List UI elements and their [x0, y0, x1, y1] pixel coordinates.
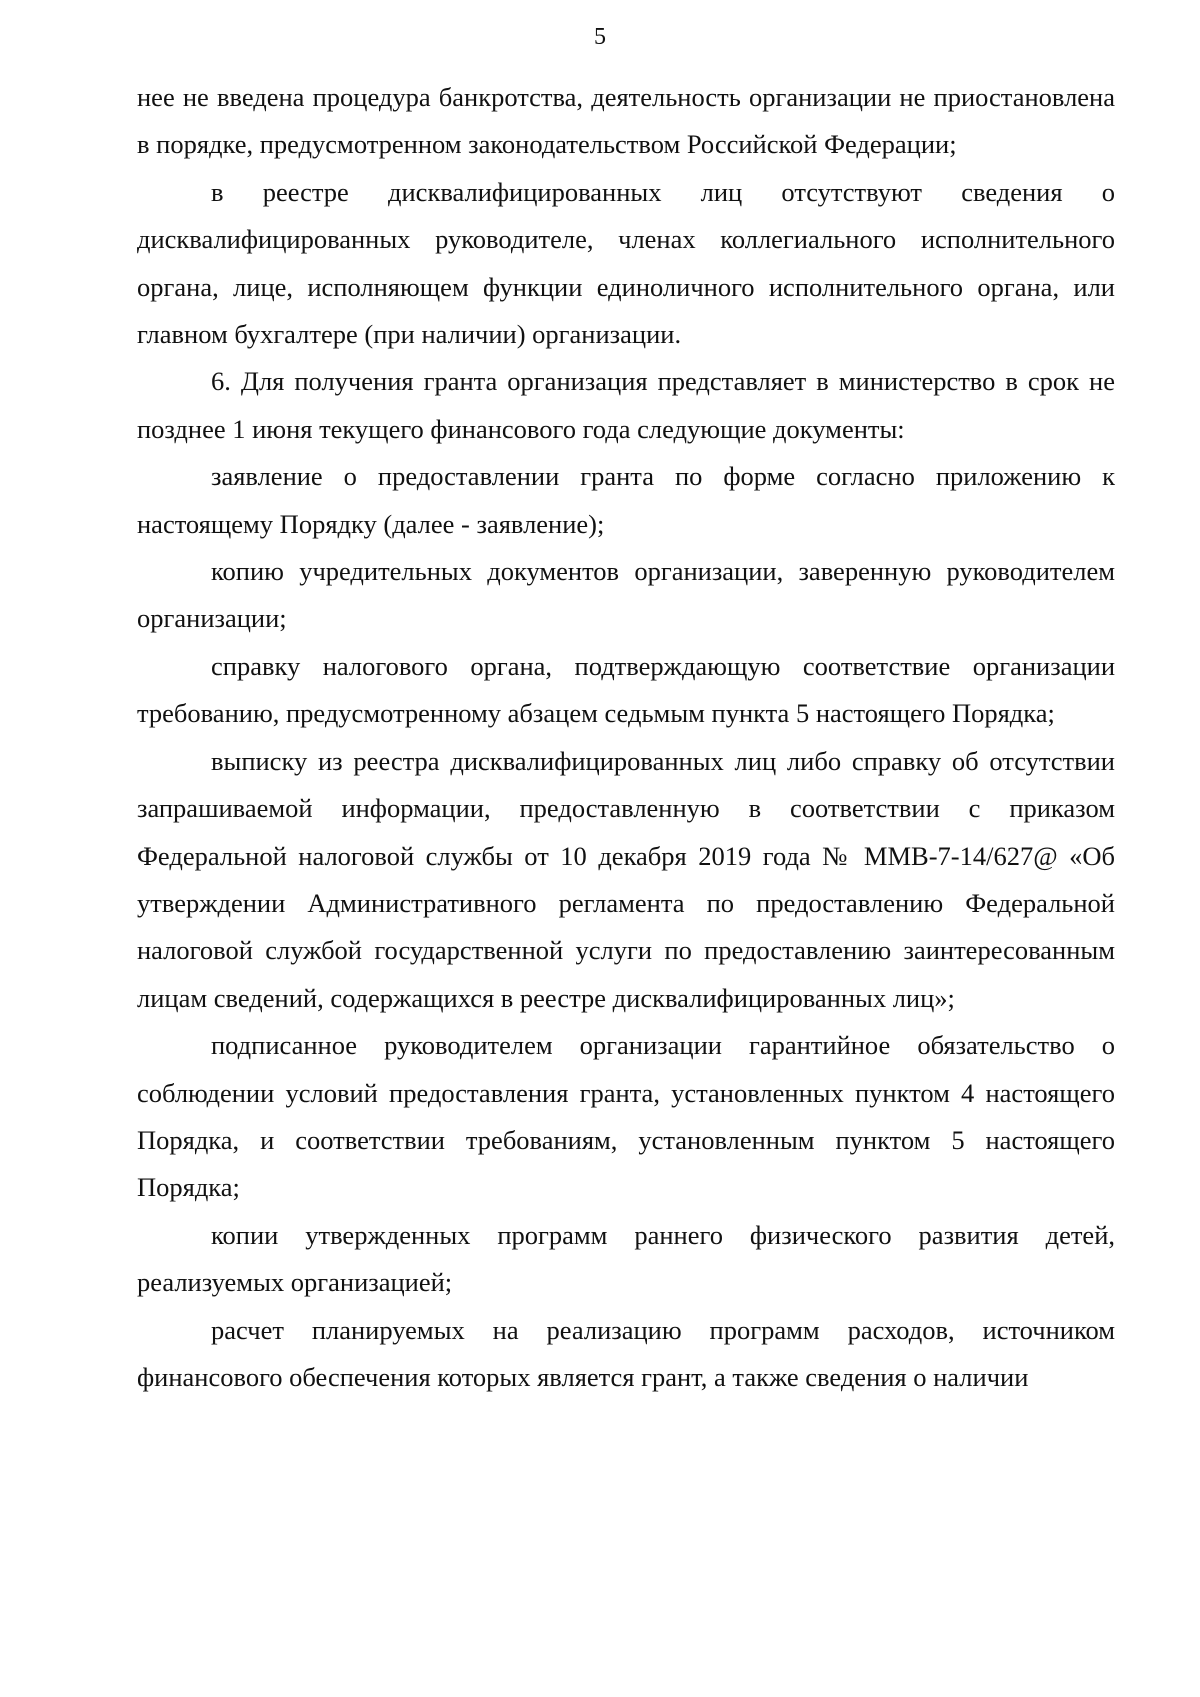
paragraph-tax-authority-certificate: справку налогового органа, подтверждающую соответствие организации требованию, предусмотренному абзацем седьмым пункта 5 настоящего Порядка; [137, 650, 1115, 729]
paragraph-bankruptcy-continuation: нее не введена процедура банкротства, деятельность организации не приостановлена в порядке, предусмотренном законодательством Российской Федерации; [137, 82, 1115, 160]
paragraph-registry-extract: выписку из реестра дисквалифицированных лиц либо справку об отсутствии запрашиваемой информации, предоставленную в соответствии с приказом Федеральной налоговой службы от 10 декабря 2019 года № ММВ-7-14/627@ «Об утверждении Административного регламента по предоставлению Федеральной налоговой службой государственной услуги по предоставлению заинтересованным лицам сведений, содержащихся в реестре дисквалифицированных лиц»; [137, 745, 1115, 1013]
paragraph-guarantee-obligation: подписанное руководителем организации гарантийное обязательство о соблюдении условий предоставления гранта, установленных пунктом 4 настоящего Порядка, и соответствии требованиям, установленным пунктом 5 настоящего Порядка; [137, 1030, 1115, 1203]
paragraph-disqualified-persons-registry: в реестре дисквалифицированных лиц отсутствуют сведения о дисквалифицированных руководителе, членах коллегиального исполнительного органа, лице, исполняющем функции единоличного исполнительного органа, или главном бухгалтере (при наличии) организации. [137, 176, 1115, 350]
paragraph-item-6-documents: 6. Для получения гранта организация представляет в министерство в срок не позднее 1 июня текущего финансового года следующие документы: [137, 366, 1115, 444]
paragraph-founding-documents-copy: копию учредительных документов организации, заверенную руководителем организации; [137, 556, 1115, 634]
paragraph-grant-application: заявление о предоставлении гранта по форме согласно приложению к настоящему Порядку (далее - заявление); [137, 461, 1115, 539]
paragraph-programs-copies: копии утвержденных программ раннего физического развития детей, реализуемых организацией; [137, 1219, 1115, 1298]
page-number: 5 [594, 24, 606, 50]
document-body [137, 74, 1115, 1401]
paragraph-expense-calculation: расчет планируемых на реализацию программ расходов, источником финансового обеспечения которых является грант, а также сведения о наличии [137, 1314, 1115, 1392]
